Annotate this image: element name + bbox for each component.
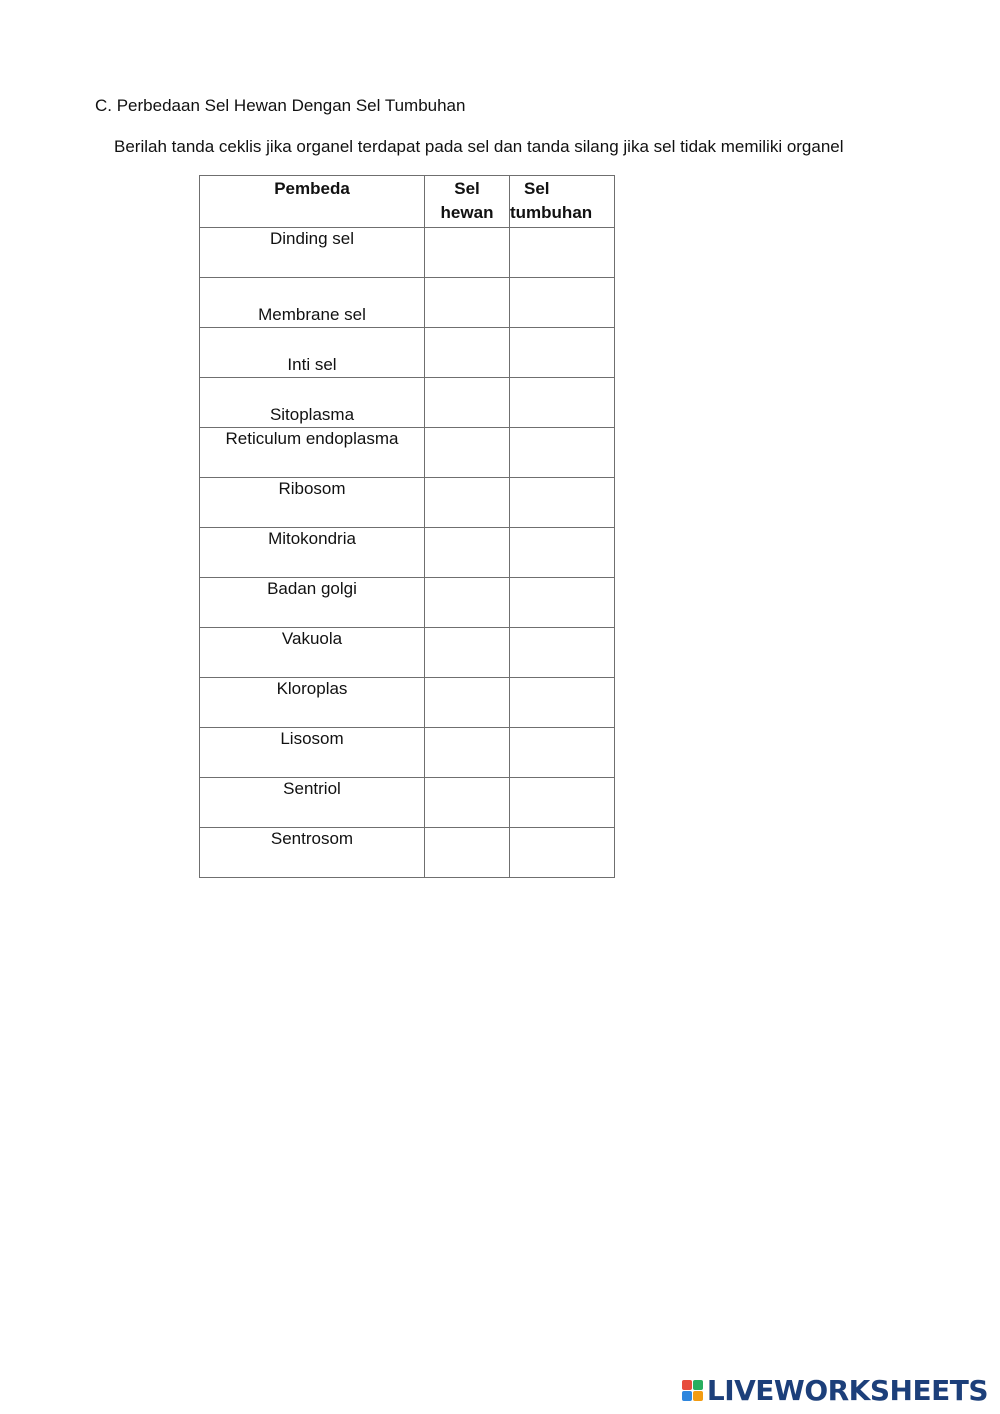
row-label-text: Inti sel bbox=[287, 355, 337, 374]
cell-sel-hewan-ribosom[interactable] bbox=[425, 478, 510, 528]
cell-sel-hewan-reticulum-endoplasma[interactable] bbox=[425, 428, 510, 478]
row-label-vakuola: Vakuola bbox=[200, 628, 425, 678]
row-label-membrane-sel bbox=[200, 278, 425, 328]
liveworksheets-logo-icon bbox=[682, 1380, 703, 1401]
table-row bbox=[200, 328, 615, 378]
row-label-dinding-sel: Dinding sel bbox=[200, 228, 425, 278]
cell-sel-tumbuhan-membrane-sel[interactable] bbox=[510, 278, 615, 328]
cell-sel-hewan-vakuola[interactable] bbox=[425, 628, 510, 678]
row-label-sitoplasma bbox=[200, 378, 425, 428]
cell-sel-tumbuhan-sentrosom[interactable] bbox=[510, 828, 615, 878]
cell-sel-hewan-dinding-sel[interactable] bbox=[425, 228, 510, 278]
table-row bbox=[200, 528, 615, 578]
table-row bbox=[200, 278, 615, 328]
row-label-inti-sel bbox=[200, 328, 425, 378]
cell-sel-hewan-inti-sel[interactable] bbox=[425, 328, 510, 378]
table-row bbox=[200, 628, 615, 678]
logo-square-blue bbox=[682, 1391, 692, 1401]
logo-square-green bbox=[693, 1380, 703, 1390]
cell-sel-tumbuhan-mitokondria[interactable] bbox=[510, 528, 615, 578]
row-label-lisosom: Lisosom bbox=[200, 728, 425, 778]
table-row bbox=[200, 428, 615, 478]
row-label-text: Membrane sel bbox=[258, 305, 366, 324]
header-sel-hewan-line1: Sel bbox=[454, 179, 480, 198]
table-row bbox=[200, 778, 615, 828]
cell-sel-tumbuhan-vakuola[interactable] bbox=[510, 628, 615, 678]
row-label-kloroplas: Kloroplas bbox=[200, 678, 425, 728]
section-heading: C. Perbedaan Sel Hewan Dengan Sel Tumbuhan bbox=[95, 96, 466, 115]
row-label-badan-golgi: Badan golgi bbox=[200, 578, 425, 628]
row-label-text: Sitoplasma bbox=[269, 405, 355, 424]
cell-sel-tumbuhan-dinding-sel[interactable] bbox=[510, 228, 615, 278]
instruction-text: Berilah tanda ceklis jika organel terdapat pada sel dan tanda silang jika sel tidak memiliki organel bbox=[114, 137, 844, 156]
cell-sel-tumbuhan-kloroplas[interactable] bbox=[510, 678, 615, 728]
cell-sel-hewan-sentriol[interactable] bbox=[425, 778, 510, 828]
cell-sel-hewan-mitokondria[interactable] bbox=[425, 528, 510, 578]
cell-sel-hewan-membrane-sel[interactable] bbox=[425, 278, 510, 328]
row-label-sentriol: Sentriol bbox=[200, 778, 425, 828]
cell-sel-tumbuhan-ribosom[interactable] bbox=[510, 478, 615, 528]
header-pembeda: Pembeda bbox=[200, 176, 425, 228]
cell-sel-tumbuhan-sentriol[interactable] bbox=[510, 778, 615, 828]
cell-sel-hewan-kloroplas[interactable] bbox=[425, 678, 510, 728]
table-row bbox=[200, 228, 615, 278]
row-label-reticulum-endoplasma: Reticulum endoplasma bbox=[200, 428, 425, 478]
table-row bbox=[200, 478, 615, 528]
table-row bbox=[200, 678, 615, 728]
header-sel-hewan bbox=[425, 176, 510, 228]
organelle-table bbox=[199, 175, 615, 878]
header-sel-tumbuhan-line1: Sel bbox=[524, 179, 550, 198]
row-label-mitokondria: Mitokondria bbox=[200, 528, 425, 578]
table-row bbox=[200, 728, 615, 778]
table-row bbox=[200, 578, 615, 628]
row-label-sentrosom: Sentrosom bbox=[200, 828, 425, 878]
row-label-ribosom: Ribosom bbox=[200, 478, 425, 528]
liveworksheets-logo-text: LIVEWORKSHEETS bbox=[706, 1373, 988, 1407]
table-row bbox=[200, 828, 615, 878]
liveworksheets-logo bbox=[682, 1372, 988, 1408]
cell-sel-tumbuhan-reticulum-endoplasma[interactable] bbox=[510, 428, 615, 478]
logo-square-orange bbox=[693, 1391, 703, 1401]
cell-sel-hewan-lisosom[interactable] bbox=[425, 728, 510, 778]
header-sel-hewan-line2: hewan bbox=[440, 203, 494, 222]
logo-square-red bbox=[682, 1380, 692, 1390]
table-row bbox=[200, 378, 615, 428]
cell-sel-tumbuhan-inti-sel[interactable] bbox=[510, 328, 615, 378]
cell-sel-hewan-badan-golgi[interactable] bbox=[425, 578, 510, 628]
cell-sel-tumbuhan-badan-golgi[interactable] bbox=[510, 578, 615, 628]
table-header-row bbox=[200, 176, 615, 228]
cell-sel-tumbuhan-lisosom[interactable] bbox=[510, 728, 615, 778]
header-sel-tumbuhan bbox=[510, 176, 615, 228]
header-sel-tumbuhan-line2: tumbuhan bbox=[510, 203, 593, 222]
cell-sel-hewan-sitoplasma[interactable] bbox=[425, 378, 510, 428]
cell-sel-tumbuhan-sitoplasma[interactable] bbox=[510, 378, 615, 428]
cell-sel-hewan-sentrosom[interactable] bbox=[425, 828, 510, 878]
